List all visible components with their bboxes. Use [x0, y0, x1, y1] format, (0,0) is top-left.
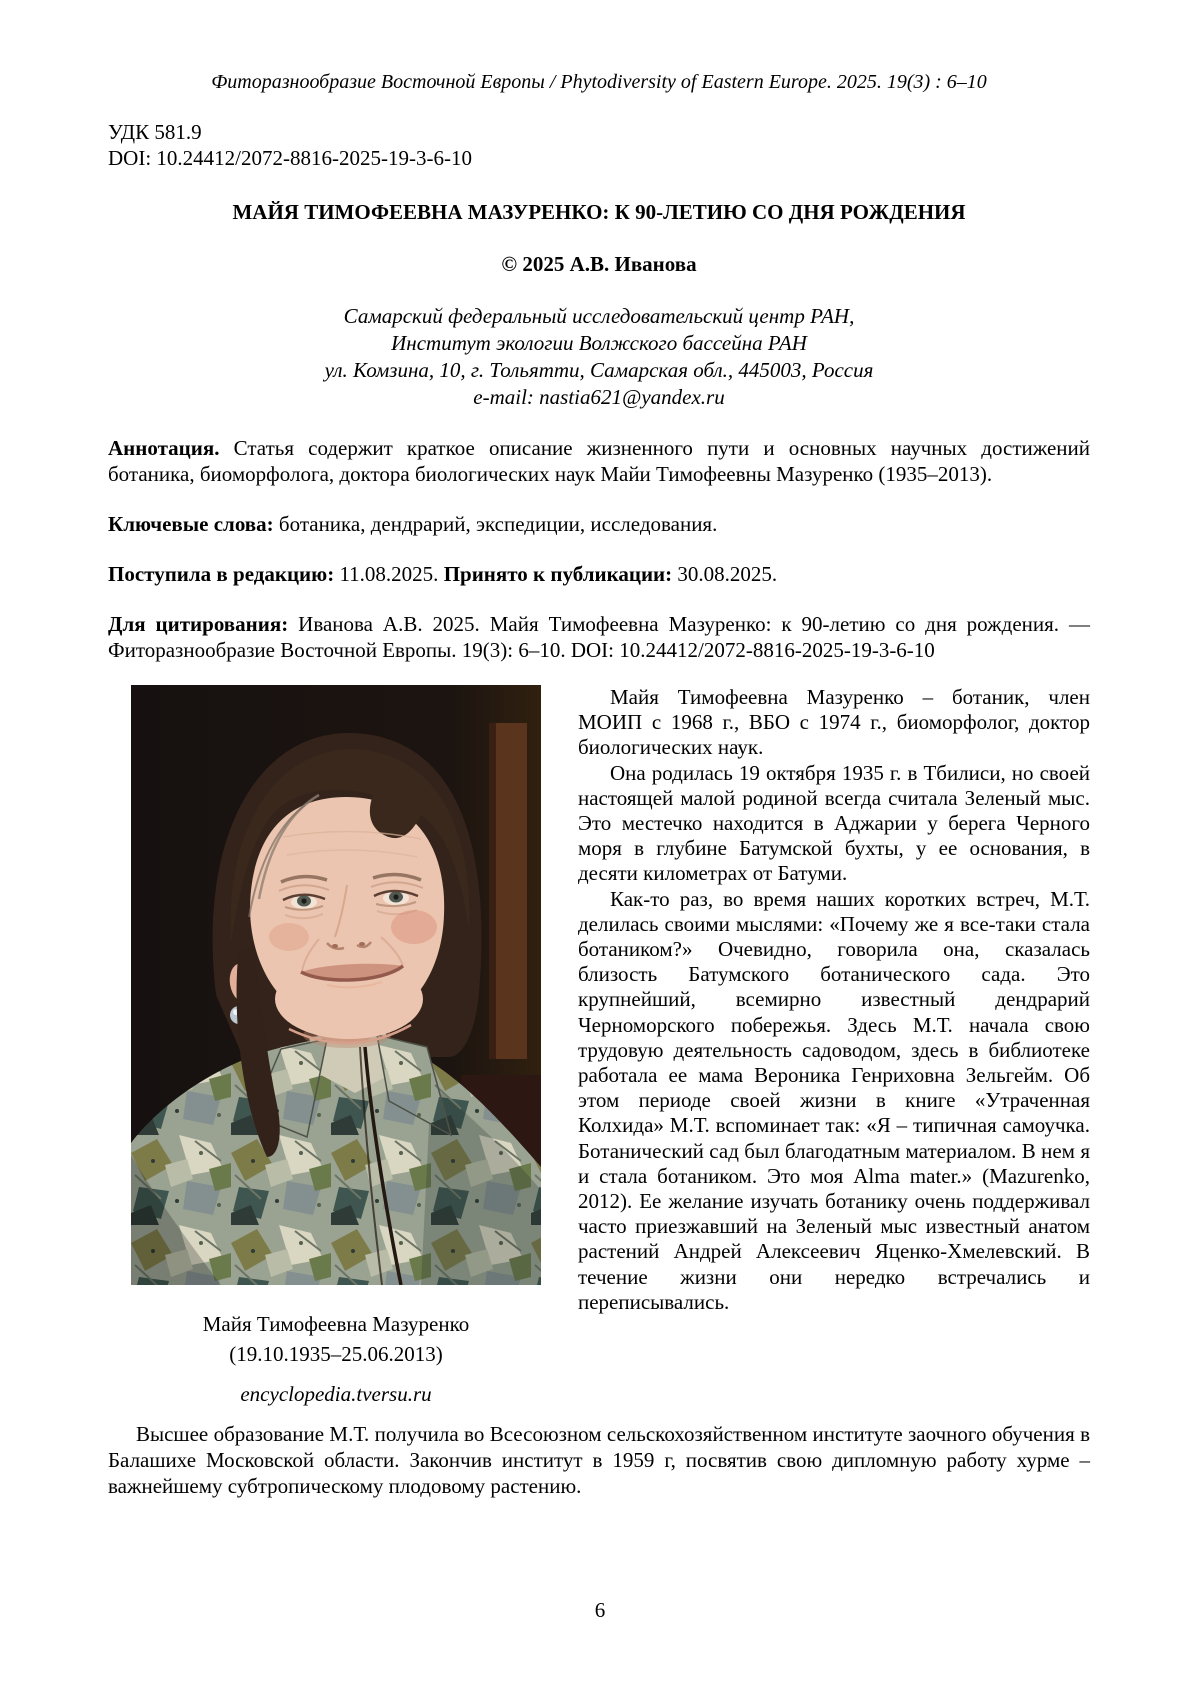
affiliation-line: Самарский федеральный исследовательский центр РАН,	[343, 304, 855, 328]
keywords-paragraph	[108, 511, 1090, 537]
photo-column	[108, 685, 578, 1407]
closing-paragraph: Высшее образование М.Т. получила во Всесоюзном сельскохозяйственном институте заочного обучения в Балашихе Московской области. Закончив институт в 1959 г, посвятив свою дипломную работу хурме – важнейшему субтропическому плодовому растению.	[108, 1422, 1090, 1498]
body-text-column	[578, 685, 1090, 1407]
accepted-label: Принято к публикации:	[443, 562, 673, 586]
udc-line: УДК 581.9	[108, 120, 202, 144]
photo-caption-name: Майя Тимофеевна Мазуренко	[202, 1312, 470, 1336]
photo-caption-dates: (19.10.1935–25.06.2013)	[229, 1342, 443, 1366]
doi-line: DOI: 10.24412/2072-8816-2025-19-3-6-10	[108, 146, 472, 170]
abstract-text: Статья содержит краткое описание жизненного пути и основных научных достижений ботаника, биоморфолога, доктора биологических наук Майи Тимофеевны Мазуренко (1935–2013).	[108, 436, 1090, 486]
keywords-label: Ключевые слова:	[108, 512, 274, 536]
keywords-text: ботаника, дендрарий, экспедиции, исследования.	[278, 512, 718, 536]
affiliation-line: e-mail: nastia621@yandex.ru	[473, 385, 725, 409]
dates-line	[108, 561, 1090, 587]
affiliation-line: ул. Комзина, 10, г. Тольятти, Самарская обл., 445003, Россия	[324, 358, 874, 382]
affiliation-block	[108, 303, 1090, 411]
body-paragraph: Она родилась 19 октября 1935 г. в Тбилиси, но своей настоящей малой родиной всегда считала Зеленый мыс. Это местечко находится в Аджарии у берега Черного моря в глубине Батумской бухты, у ее основания, в десяти километрах от Батуми.	[578, 760, 1090, 886]
citation-text: Иванова А.В. 2025. Майя Тимофеевна Мазуренко: к 90-летию со дня рождения. — Фиторазнообразие Восточной Европы. 19(3): 6–10. DOI: 10.24412/2072-8816-2025-19-3-6-10	[108, 612, 1090, 662]
accepted-date: 30.08.2025.	[677, 562, 778, 586]
running-head: Фиторазнообразие Восточной Европы / Phytodiversity of Eastern Europe. 2025. 19(3) : 6–10	[211, 71, 987, 93]
portrait-photo	[131, 685, 541, 1285]
abstract-label: Аннотация.	[108, 436, 220, 460]
photo-caption	[131, 1309, 541, 1369]
abstract-paragraph	[108, 435, 1090, 487]
two-column-section	[108, 685, 1090, 1407]
citation-paragraph	[108, 611, 1090, 663]
received-date: 11.08.2025.	[339, 562, 439, 586]
body-paragraph: Майя Тимофеевна Мазуренко – ботаник, член МОИП с 1968 г., ВБО с 1974 г., биоморфолог, доктор биологических наук.	[578, 685, 1090, 760]
body-paragraph: Как-то раз, во время наших коротких встреч, М.Т. делилась своими мыслями: «Почему же я все-таки стала ботаником?» Очевидно, говорила она, сказалась близость Батумского ботанического сада. Это крупнейший, всемирно известный дендрарий Черноморского побережья. Здесь М.Т. начала свою трудовую деятельность садоводом, здесь в библиотеке работала ее мама Вероника Генриховна Зельгейм. Об этом периоде своей жизни в книге «Утраченная Колхида» М.Т. вспоминает так: «Я – типичная самоучка. Ботанический сад был благодатным материалом. В нем я и стала ботаником. Это моя Alma mater.» (Mazurenko, 2012). Ее желание изучать ботанику очень поддерживал часто приезжавший на Зеленый мыс известный анатом растений Андрей Алексеевич Яценко-Хмелевский. В течение жизни они нередко встречались и переписывались.	[578, 886, 1090, 1314]
citation-label: Для цитирования:	[108, 612, 289, 636]
copyright-line: © 2025 А.В. Иванова	[501, 252, 697, 276]
photo-credit: encyclopedia.tversu.ru	[240, 1382, 432, 1406]
article-title: МАЙЯ ТИМОФЕЕВНА МАЗУРЕНКО: К 90-ЛЕТИЮ СО ДНЯ РОЖДЕНИЯ	[232, 200, 966, 224]
meta-block	[108, 119, 1090, 171]
received-label: Поступила в редакцию:	[108, 562, 335, 586]
page-number: 6	[594, 1598, 606, 1622]
affiliation-line: Институт экологии Волжского бассейна РАН	[391, 331, 807, 355]
